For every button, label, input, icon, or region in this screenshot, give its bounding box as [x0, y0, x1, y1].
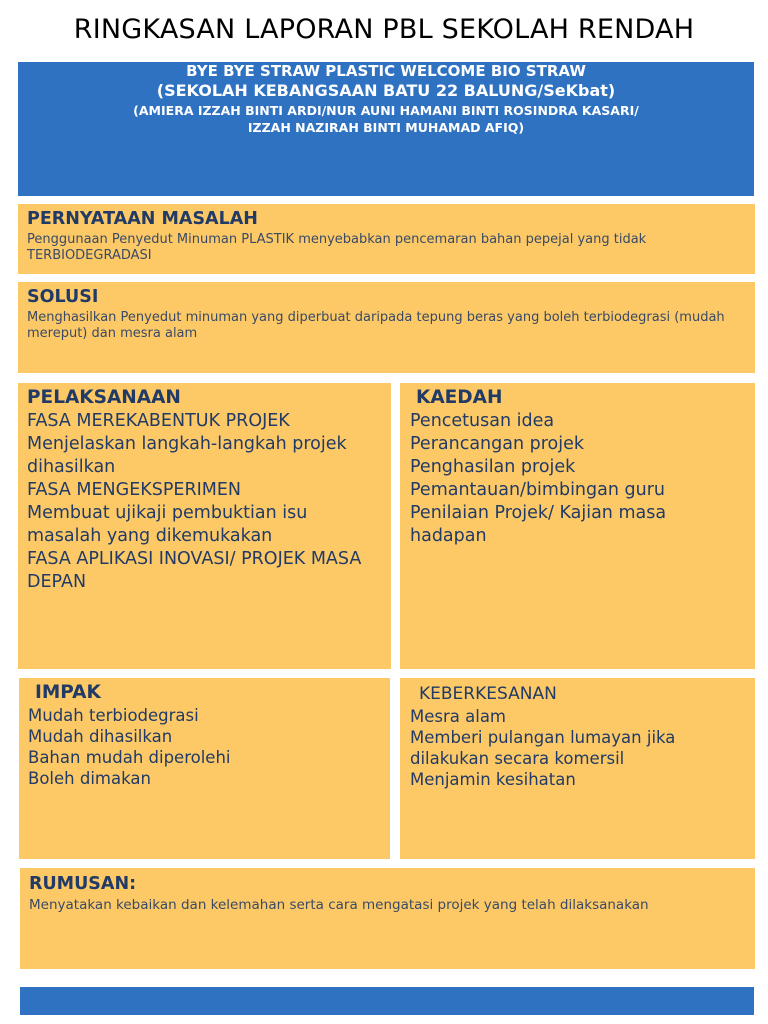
list-item: Penilaian Projek/ Kajian masa hadapan	[410, 503, 667, 546]
effectiveness-box	[400, 678, 755, 859]
impact-heading: IMPAK	[35, 682, 101, 703]
conclusion-heading: RUMUSAN:	[29, 874, 137, 894]
method-box	[400, 383, 755, 669]
list-item: Menjelaskan langkah-langkah projek dihasilkan	[27, 434, 347, 477]
solution-text: Menghasilkan Penyedut minuman yang diperbuat daripada tepung beras yang boleh terbiodegrasi (mudah mereput) dan mesra alam	[27, 310, 725, 341]
impact-box	[19, 678, 390, 859]
list-item: Menjamin kesihatan	[410, 770, 576, 789]
list-item: Penghasilan projek	[410, 457, 576, 477]
solution-box	[18, 282, 755, 373]
conclusion-text: Menyatakan kebaikan dan kelemahan serta cara mengatasi projek yang telah dilaksanakan	[29, 897, 649, 913]
list-item: Membuat ujikaji pembuktian isu masalah yang dikemukakan	[27, 503, 308, 546]
project-banner	[18, 62, 754, 196]
implementation-list	[27, 410, 382, 594]
implementation-box	[18, 383, 391, 669]
list-item: Mudah terbiodegrasi	[28, 706, 199, 725]
implementation-heading: PELAKSANAAN	[27, 387, 181, 408]
list-item: Bahan mudah diperolehi	[28, 748, 231, 767]
problem-statement-box	[18, 204, 755, 274]
project-title: BYE BYE STRAW PLASTIC WELCOME BIO STRAW	[186, 62, 586, 80]
problem-statement-text: Penggunaan Penyedut Minuman PLASTIK menyebabkan pencemaran bahan pepejal yang tidak TERBIODEGRADASI	[27, 232, 647, 263]
page-title: RINGKASAN LAPORAN PBL SEKOLAH RENDAH	[73, 14, 695, 45]
list-item: Pemantauan/bimbingan guru	[410, 480, 665, 500]
method-list	[410, 410, 740, 548]
list-item: Boleh dimakan	[28, 769, 151, 788]
student-names-line1: (AMIERA IZZAH BINTI ARDI/NUR AUNI HAMANI BINTI ROSINDRA KASARI/	[133, 103, 639, 118]
student-names-line2: IZZAH NAZIRAH BINTI MUHAMAD AFIQ)	[247, 120, 525, 135]
list-item: FASA MEREKABENTUK PROJEK	[27, 411, 290, 431]
conclusion-box	[20, 868, 755, 969]
method-heading: KAEDAH	[416, 387, 503, 408]
list-item: Memberi pulangan lumayan jika dilakukan secara komersil	[410, 728, 676, 768]
list-item: Mesra alam	[410, 707, 507, 726]
footer-bar	[20, 987, 754, 1015]
solution-heading: SOLUSI	[27, 287, 99, 307]
list-item: FASA MENGEKSPERIMEN	[27, 480, 242, 500]
effectiveness-list	[410, 706, 740, 790]
effectiveness-heading: KEBERKESANAN	[419, 684, 557, 704]
impact-list	[28, 705, 378, 789]
problem-statement-heading: PERNYATAAN MASALAH	[27, 209, 258, 229]
list-item: FASA APLIKASI INOVASI/ PROJEK MASA DEPAN	[27, 549, 362, 592]
school-name: (SEKOLAH KEBANGSAAN BATU 22 BALUNG/SeKbat)	[156, 81, 616, 100]
list-item: Pencetusan idea	[410, 411, 555, 431]
list-item: Mudah dihasilkan	[28, 727, 173, 746]
list-item: Perancangan projek	[410, 434, 585, 454]
